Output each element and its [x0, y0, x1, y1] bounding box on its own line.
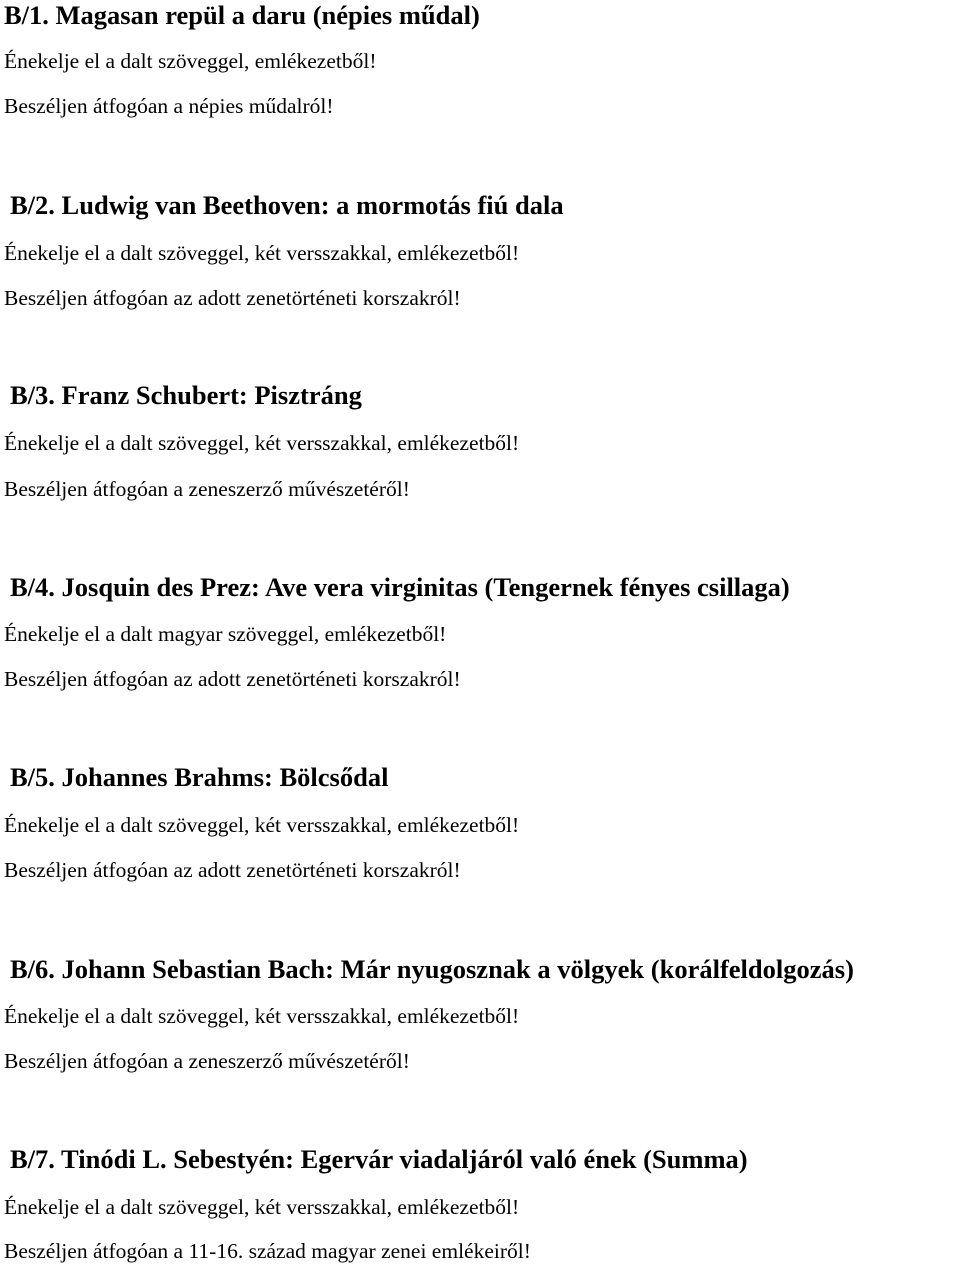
- item-instruction-talk: Beszéljen átfogóan az adott zenetörténeti korszakról!: [4, 858, 461, 882]
- item-instruction-talk: Beszéljen átfogóan az adott zenetörténeti korszakról!: [4, 286, 461, 310]
- item-instruction-sing: Énekelje el a dalt szöveggel, két versszakkal, emlékezetből!: [4, 1004, 520, 1028]
- item-title: B/1. Magasan repül a daru (népies műdal): [4, 0, 480, 30]
- item-title: B/7. Tinódi L. Sebestyén: Egervár viadaljáról való ének (Summa): [10, 1144, 748, 1174]
- item-instruction-talk: Beszéljen átfogóan a népies műdalról!: [4, 94, 334, 118]
- item-title: B/5. Johannes Brahms: Bölcsődal: [10, 762, 389, 792]
- item-title: B/3. Franz Schubert: Pisztráng: [10, 380, 362, 410]
- item-instruction-talk: Beszéljen átfogóan az adott zenetörténeti korszakról!: [4, 667, 461, 691]
- item-title: B/2. Ludwig van Beethoven: a mormotás fiú dala: [10, 190, 564, 220]
- item-instruction-sing: Énekelje el a dalt szöveggel, emlékezetből!: [4, 49, 377, 73]
- item-instruction-talk: Beszéljen átfogóan a 11-16. század magyar zenei emlékeiről!: [4, 1239, 531, 1263]
- item-instruction-talk: Beszéljen átfogóan a zeneszerző művészetéről!: [4, 1049, 410, 1073]
- item-instruction-sing: Énekelje el a dalt magyar szöveggel, emlékezetből!: [4, 622, 447, 646]
- item-title: B/6. Johann Sebastian Bach: Már nyugosznak a völgyek (korálfeldolgozás): [10, 954, 854, 984]
- item-title: B/4. Josquin des Prez: Ave vera virginitas (Tengernek fényes csillaga): [10, 572, 790, 602]
- item-instruction-sing: Énekelje el a dalt szöveggel, két versszakkal, emlékezetből!: [4, 431, 520, 455]
- item-instruction-sing: Énekelje el a dalt szöveggel, két versszakkal, emlékezetből!: [4, 1195, 520, 1219]
- item-instruction-sing: Énekelje el a dalt szöveggel, két versszakkal, emlékezetből!: [4, 813, 520, 837]
- item-instruction-sing: Énekelje el a dalt szöveggel, két versszakkal, emlékezetből!: [4, 241, 520, 265]
- item-instruction-talk: Beszéljen átfogóan a zeneszerző művészetéről!: [4, 477, 410, 501]
